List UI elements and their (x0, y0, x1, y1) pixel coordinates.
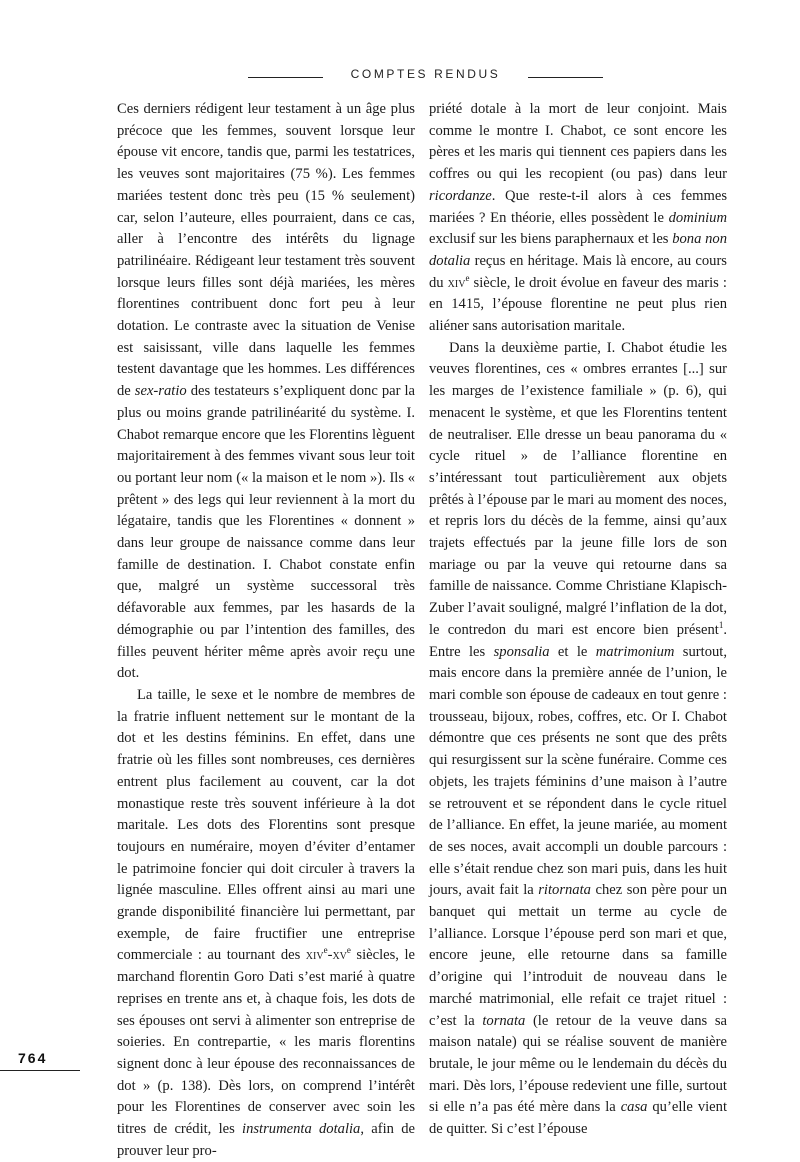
page-number-rule (0, 1070, 80, 1071)
text-run: et le (549, 643, 596, 660)
page-number: 764 (18, 1050, 48, 1066)
superscript: e (346, 945, 351, 956)
text-run: priété dotale à la mort de leur conjoint. Mais comme le montre I. Chabot, ce sont encore les pères et les maris qui tiennent ces papiers dans les coffres ou qui les recopient (ou pas) dans leur (429, 101, 727, 183)
italic-term: tornata (482, 1012, 526, 1029)
right-column (429, 99, 727, 1141)
header-rule-right (528, 77, 603, 78)
italic-term: ricordanze (429, 187, 492, 204)
text-run: siècle, le droit évolue en faveur des maris : en 1415, l’épouse florentine ne peut plus rien aliéner sans autorisation maritale. (429, 274, 727, 335)
text-run: chez son père pour un banquet qui mettait un terme au cycle de l’alliance. Lorsque l’épouse perd son mari et que, encore jeune, elle retourne dans sa famille d’origine qui l’introduit de nouveau dans le marché matrimonial, elle refait ce trajet rituel : c’est la (429, 882, 727, 1029)
text-run: . Que reste-t-il alors à ces femmes mariées ? En théorie, elles possèdent le (429, 187, 727, 226)
italic-term: casa (620, 1099, 648, 1116)
italic-term: instrumenta dotalia (242, 1121, 361, 1138)
text-run: (le retour de la veuve dans sa maison natale) qui se réalise souvent de manière brutale, le jour même ou le lendemain du décès du mari. Dès lors, l’épouse redevient une fille, surtout si elle n’a pas été mère dans la (429, 1012, 727, 1116)
paragraph (117, 685, 415, 1162)
text-run: . Entre les (429, 621, 727, 660)
italic-term: bona non dotalia (429, 231, 727, 269)
text-run: , afin de prouver leur pro- (117, 1121, 415, 1159)
header-rule-left (248, 77, 323, 78)
italic-term: sponsalia (493, 643, 550, 660)
small-caps-numeral: xv (332, 947, 347, 964)
superscript: e (465, 272, 470, 283)
text-run: des testateurs s’expliquent donc par la plus ou moins grande patrilinéarité du système. I. Chabot remarque encore que les Florentins lèguent majoritairement à des femmes vivant sous leur toit ou portant leur nom (« la maison et le nom »). Ils « prêtent » des legs qui leur reviennent à la mort du légataire, tandis que les Florentines « donnent » dans leur groupe de naissance comme dans leur famille de destination. I. Chabot constate enfin que, malgré un système successoral très défavorable aux femmes, par les hasards de la démographie ou par l’intention des familles, des filles peuvent hériter même après avoir reçu une dot. (117, 383, 415, 682)
running-header (0, 67, 800, 89)
text-run: Dans la deuxième partie, I. Chabot étudie les veuves florentines, ces « ombres errantes [...] sur les marges de l’existence familiale » (p. 6), qui menacent le système, et que les Florentins tentent de neutraliser. Elle dresse un beau panorama du « cycle rituel » de l’alliance florentine en s’intéressant tout particulièrement aux objets prêtés à l’épouse par le mari au moment des noces, et repris lors du décès de la femme, ainsi qu’aux trajets effectués par la jeune fille lors de son mariage ou par la veuve qui retourne dans sa famille de naissance. Comme Christiane Klapisch-Zuber l’avait souligné, malgré l’inflation de la dot, le contredon du mari est encore bien présent (429, 339, 727, 638)
superscript: e (323, 945, 328, 956)
small-caps-numeral: xiv (447, 274, 466, 291)
paragraph (429, 338, 727, 1141)
text-run: surtout, mais encore dans la première année de l’union, le mari comble son épouse de cadeaux en tout genre : trousseau, bijoux, robes, coffres, etc. Or I. Chabot démontre que ces présents ne sont que des prêts qui resurgissent sur la scène funéraire. Comme ces objets, les trajets féminins d’une maison à l’autre se retrouvent et se répondent dans le cycle rituel de l’alliance. En effet, la jeune mariée, au moment de ses noces, avait accompli un double parcours : elle s’était rendue chez son mari puis, dans les huit jours, avait fait la (429, 643, 727, 899)
superscript: 1 (718, 620, 724, 631)
small-caps-numeral: xiv (305, 947, 324, 964)
italic-term: ritornata (538, 882, 591, 899)
italic-term: sex-ratio (134, 383, 187, 400)
italic-term: dominium (668, 209, 727, 226)
running-title: COMPTES RENDUS (350, 67, 501, 81)
paragraph (117, 99, 415, 685)
text-run: exclusif sur les biens paraphernaux et les (429, 231, 673, 248)
text-run: - (327, 947, 333, 964)
text-run: reçus en héritage. Mais là encore, au cours du (429, 252, 727, 291)
paragraph (429, 99, 727, 338)
text-run: La taille, le sexe et le nombre de membres de la fratrie influent nettement sur le montant de la dot et les destins féminins. En effet, dans une fratrie où les filles sont nombreuses, ces dernières entrent plus facilement au couvent, car la dot monastique reste très souvent inférieure à la dot maritale. Les dots des Florentins sont presque toujours en numéraire, moyen d’éviter d’entamer le patrimoine foncier qui doit circuler à travers la lignée masculine. Elles offrent ainsi au mari une grande disponibilité financière lui permettant, par exemple, de faire fructifier une entreprise commerciale : au tournant des (117, 686, 415, 964)
text-run: Ces derniers rédigent leur testament à un âge plus précoce que les femmes, souvent lorsque leur épouse vit encore, tandis que, parmi les testatrices, les veuves sont majoritaires (75 %). Les femmes mariées testent donc très peu (15 % seulement) car, selon l’auteure, elles pourraient, dans ce cas, aller à l’encontre des intérêts du lignage patrilinéaire. Rédigeant leur testament très souvent lorsque leurs filles sont déjà mariées, les mères florentines contribuent donc fort peu à leur dotation. Le contraste avec la situation de Venise est saisissant, ville dans laquelle les femmes testent davantage que les hommes. Les différences de (117, 101, 415, 400)
left-column (117, 99, 415, 1162)
text-run: qu’elle vient de quitter. Si c’est l’épouse (429, 1099, 728, 1138)
text-run: siècles, le marchand florentin Goro Dati s’est marié à quatre reprises en trente ans et, à chaque fois, les dots de ses épouses ont servi à alimenter son entreprise de soieries. En contrepartie, « les maris florentins signent donc à leur épouse des reconnaissances de dot » (p. 138). Dès lors, on comprend l’intérêt pour les Florentines de conserver avec soin les titres de crédit, les (117, 947, 415, 1138)
italic-term: matrimonium (595, 643, 675, 660)
